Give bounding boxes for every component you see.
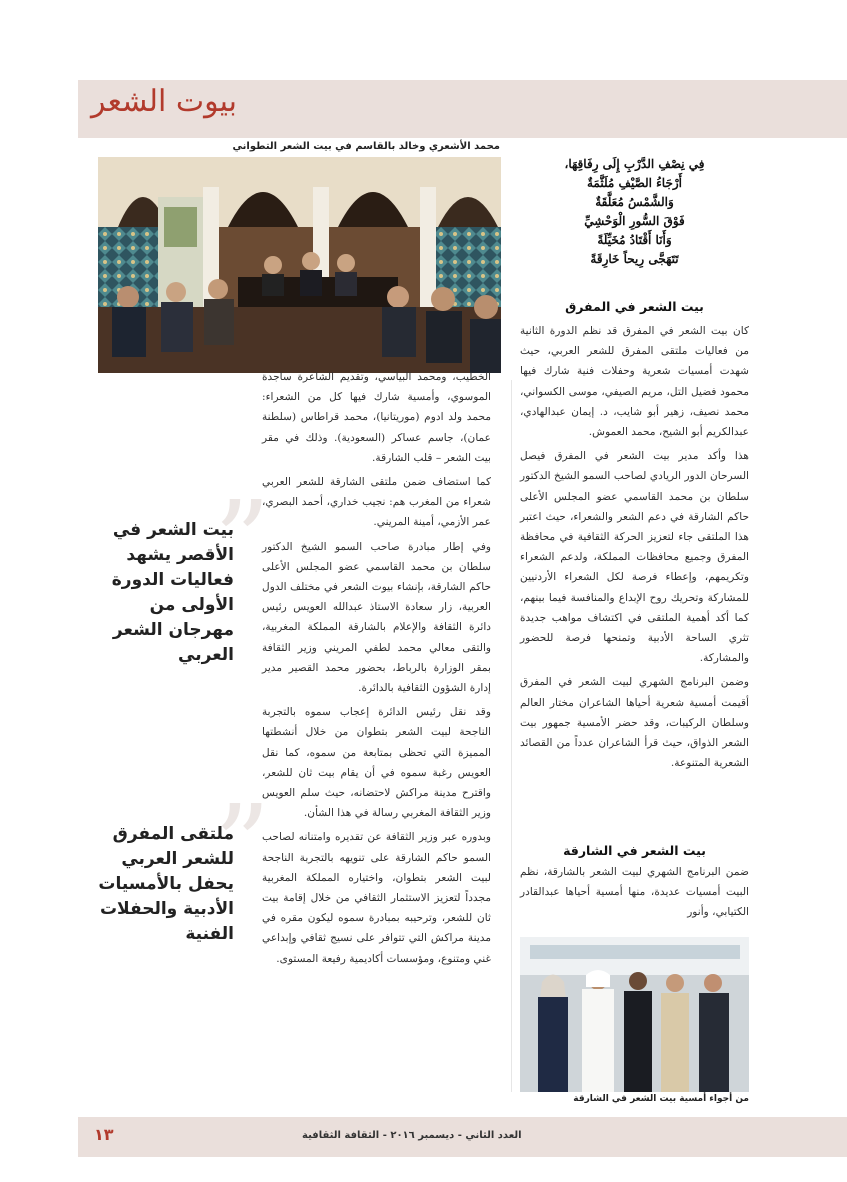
quote-mark-icon: ”	[214, 781, 271, 909]
quote-mark-icon: ”	[214, 477, 271, 605]
article-column-middle	[262, 367, 491, 973]
poem-line: تَتَهَجَّى رِيحاً خَارِقَةً	[590, 252, 679, 266]
event-photo-illustration	[98, 157, 501, 373]
event-photo	[98, 157, 501, 373]
sharjah-photo-illustration	[520, 937, 749, 1092]
top-photo-caption: محمد الأشعري وخالد بالقاسم في بيت الشعر التطواني	[232, 141, 500, 152]
poem-line: وَأَنَا أَقْتَادُ مُخَيِّلَةً	[597, 233, 672, 247]
column-divider	[511, 380, 512, 1092]
paragraph: الخطيب، ومحمد البياسي، وتقديم الشاعرة ساجدة الموسوي، وأمسية شارك فيها كل من الشعراء: محمد ولد ادوم (موريتانيا)، محمد قراطاس (سلطنة عمان)، جاسم عساكر (السعودية). وذلك في مقر بيت الشعر – قلب الشارقة.	[262, 371, 491, 464]
article-column-right-bottom	[520, 862, 749, 927]
paragraph: وقد نقل رئيس الدائرة إعجاب سموه بالتجربة الناجحة لبيت الشعر بتطوان من خلال أنشطتها المميزة التي تحظى بمتابعة من سموه، كما نقل العويس رغبة سموه في أن يقام بيت ثان للشعر، واقترح مدينة مراكش لاحتضانه، حيث سلم العويس وزير الثقافة المغربي رسالة في هذا الشأن.	[262, 706, 491, 820]
poem-line: وَالشَّمْسُ مُعَلَّقَةٌ	[595, 195, 674, 209]
paragraph: وفي إطار مبادرة صاحب السمو الشيخ الدكتور سلطان بن محمد القاسمي عضو المجلس الأعلى حاكم الشارقة، بإنشاء بيوت الشعر في مختلف الدول العربية، زار سعادة الاستاذ عبدالله العويس رئيس دائرة الثقافة والإعلام بالشارقة المملكة المغربية، والتقى معالي محمد لطفي المريني وزير الثقافة بمقر الوزارة بالرباط، بحضور محمد القصير مدير إدارة الشؤون الثقافية بالدائرة.	[262, 540, 491, 695]
paragraph: وضمن البرنامج الشهري لبيت الشعر في المفرق أقيمت أمسية شعرية أحياها الشاعران مختار العالم وسلطان الركيبات، وقد حضر الأمسية جمهور بيت الشعر الذواق، حيث قرأ الشاعران عدداً من القصائد الشعرية المتنوعة.	[520, 676, 749, 770]
paragraph: ضمن البرنامج الشهري لبيت الشعر بالشارقة، نظم البيت أمسيات عديدة، منها أمسية أحياها عبدالقادر الكتيابي، وأنور	[520, 866, 749, 919]
paragraph: وبدوره عبر وزير الثقافة عن تقديره وامتنانه لصاحب السمو حاكم الشارقة على تنويهه بالتجربة الناجحة لبيت الشعر بتطوان، واختياره المملكة المغربية مجدداً لتعزيز الاستثمار الثقافي من خلال إقامة بيت ثان للشعر، وترحيبه بمبادرة سموه ليكون مقره في مدينة مراكش التي تتوافر على نسيج ثقافي وإبداعي غني ومتنوع، ومؤسسات أكاديمية رفيعة المستوى.	[262, 831, 491, 965]
paragraph: كان بيت الشعر في المفرق قد نظم الدورة الثانية من فعاليات ملتقى المفرق للشعر العربي، حيث شهدت أمسيات شعرية وحفلات فنية شارك فيها محمود فضيل التل، مريم الصيفي، موسى الكسواني، محمد نصيف، زهير أبو شايب، د. إيمان عبدالهادي، عبدالكريم أبو الشيح، محمد العموش.	[520, 325, 749, 439]
paragraph: هذا وأكد مدير بيت الشعر في المفرق فيصل السرحان الدور الريادي لصاحب السمو الشيخ الدكتور سلطان بن محمد القاسمي عضو المجلس الأعلى حاكم الشارقة في دعم الشعر والشعراء، حيث اعتبر هذا الملتقى جاء لتعزيز الحركة الثقافية في محافظة المفرق وجميع محافظات المملكة، ولدعم الشعراء وتكريمهم، وإعطاء فرصة لكل الشعراء الأردنيين للمشاركة وتحريك روح الإبداع والمنافسة فيما بينهم، كما أكد أهمية الملتقى في اكتشاف مواهب جديدة تثري الساحة الأدبية وتمنحها فرصة للحضور والمشاركة.	[520, 450, 749, 665]
poem-line: أَرْجَاءُ الصَّيْفِ مُلَثَّمَةٌ	[586, 176, 683, 190]
section-title: بيوت الشعر	[91, 84, 237, 119]
article-column-right	[520, 321, 749, 777]
poem-line: فَوْقَ السُّورِ الْوَحْشِيِّ	[584, 214, 685, 228]
pull-quote: بيت الشعر في الأقصر يشهد فعاليات الدورة الأولى من مهرجان الشعر العربي	[111, 520, 234, 665]
poem	[520, 155, 749, 269]
section-heading-mafraq: بيت الشعر في المفرق	[565, 299, 704, 314]
bottom-photo-caption: من أجواء أمسية بيت الشعر في الشارقة	[573, 1094, 749, 1104]
footer-issue-text: العدد الثاني - ديسمبر ٢٠١٦ - الثقافة الثقافية	[302, 1130, 522, 1141]
poem-line: فِي نِصْفِ الدَّرْبِ إِلَى رِفَاقِهَا،	[564, 157, 705, 171]
pull-quote: ملتقى المفرق للشعر العربي يحفل بالأمسيات الأدبية والحفلات الفنية	[98, 824, 234, 944]
page-number: ١٣	[94, 1125, 114, 1144]
sharjah-photo	[520, 937, 749, 1092]
section-heading-sharjah: بيت الشعر في الشارقة	[563, 843, 706, 858]
paragraph: كما استضاف ضمن ملتقى الشارقة للشعر العربي شعراء من المغرب هم: نجيب خداري، أحمد البصري، عمر الأزمي، أمينة المريني.	[262, 476, 491, 529]
